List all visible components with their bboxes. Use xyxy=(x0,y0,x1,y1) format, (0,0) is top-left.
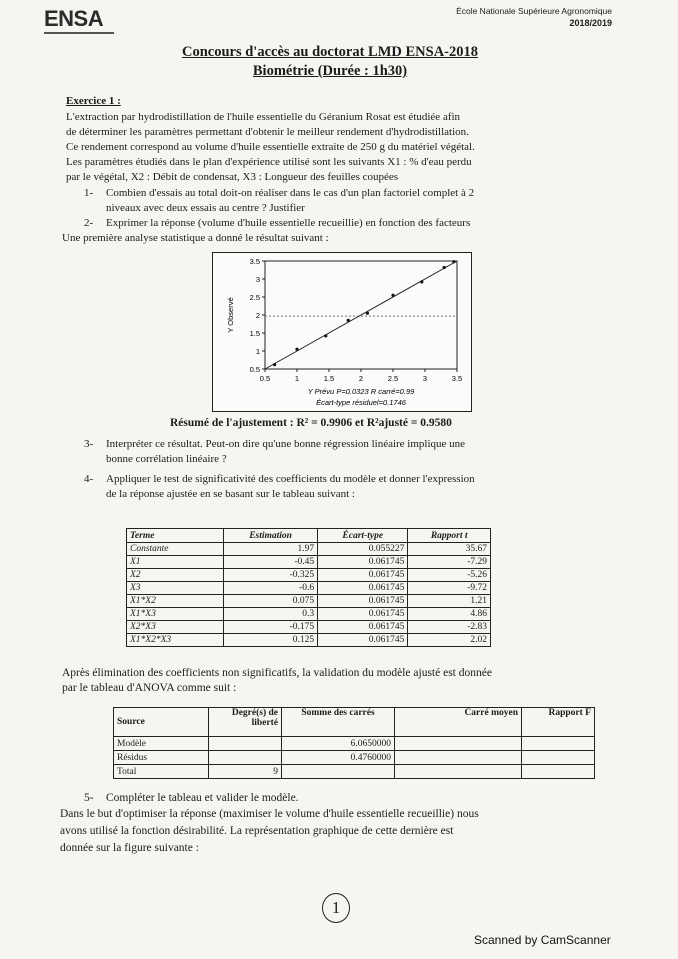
desirability-paragraph xyxy=(60,806,630,857)
school-name: École Nationale Supérieure Agronomique xyxy=(456,6,612,16)
term-cell: X1*X3 xyxy=(127,608,224,621)
y-tick-label: 1 xyxy=(255,347,260,356)
question-5 xyxy=(84,791,624,806)
estimate-cell: 0.125 xyxy=(224,634,318,647)
question-2 xyxy=(84,216,614,231)
page-number: 1 xyxy=(322,893,350,923)
question-3 xyxy=(84,437,624,467)
question-number: 1- xyxy=(84,187,94,199)
t-ratio-cell: 1.21 xyxy=(408,595,491,608)
t-ratio-cell: -5.26 xyxy=(408,569,491,582)
column-header: Carré moyen xyxy=(395,708,522,737)
std-error-cell: 0.061745 xyxy=(318,569,408,582)
std-error-cell: 0.055227 xyxy=(318,543,408,556)
mean-square-cell xyxy=(395,765,522,779)
f-ratio-cell xyxy=(522,737,595,751)
intro-line: L'extraction par hydrodistillation de l'huile essentielle du Géranium Rosat est étudiée afin xyxy=(66,111,461,123)
term-cell: X3 xyxy=(127,582,224,595)
question-text: niveaux avec deux essais au centre ? Justifier xyxy=(106,202,305,214)
data-point xyxy=(366,312,369,315)
table-row xyxy=(127,543,491,556)
sum-squares-cell xyxy=(282,765,395,779)
estimate-cell: 1.97 xyxy=(224,543,318,556)
anova-intro-line: par le tableau d'ANOVA comme suit : xyxy=(62,682,237,694)
y-tick-label: 2 xyxy=(255,311,260,320)
data-point xyxy=(324,334,327,337)
sum-squares-cell: 0.4760000 xyxy=(282,751,395,765)
source-cell: Modèle xyxy=(114,737,209,751)
estimate-cell: -0.45 xyxy=(224,556,318,569)
t-ratio-cell: 2.02 xyxy=(408,634,491,647)
estimate-cell: -0.325 xyxy=(224,569,318,582)
t-ratio-cell: 4.86 xyxy=(408,608,491,621)
intro-line: par le végétal, X2 : Débit de condensat, X3 : Longueur des feuilles coupées xyxy=(66,171,399,183)
f-ratio-cell xyxy=(522,751,595,765)
table-row xyxy=(114,765,595,779)
data-point xyxy=(420,280,423,283)
ensa-logo: ENSA xyxy=(44,6,104,31)
academic-year: 2018/2019 xyxy=(569,18,612,28)
question-text: Exprimer la réponse (volume d'huile essentielle recueillie) en fonction des facteurs xyxy=(106,217,471,229)
df-cell xyxy=(209,737,282,751)
term-cell: X1 xyxy=(127,556,224,569)
source-cell: Résidus xyxy=(114,751,209,765)
t-ratio-cell: -2.83 xyxy=(408,621,491,634)
y-tick-label: 2.5 xyxy=(249,293,260,302)
paragraph-line: Dans le but d'optimiser la réponse (maximiser le volume d'huile essentielle recueillie) nous xyxy=(60,808,479,820)
paragraph-line: donnée sur la figure suivante : xyxy=(60,842,199,854)
column-header: Somme des carrés xyxy=(282,708,395,737)
table-row xyxy=(127,595,491,608)
std-error-cell: 0.061745 xyxy=(318,556,408,569)
mean-square-cell xyxy=(395,737,522,751)
estimate-cell: 0.075 xyxy=(224,595,318,608)
data-point xyxy=(443,266,446,269)
estimate-cell: -0.175 xyxy=(224,621,318,634)
std-error-cell: 0.061745 xyxy=(318,595,408,608)
actual-vs-predicted-plot xyxy=(213,253,471,411)
question-4 xyxy=(84,472,629,502)
data-point xyxy=(295,348,298,351)
table-row xyxy=(127,621,491,634)
table-row xyxy=(127,608,491,621)
anova-intro xyxy=(62,666,622,696)
intro-line: de déterminer les paramètres permettant d'obtenir le meilleur rendement d'hydrodistillation. xyxy=(66,126,469,138)
question-number: 4- xyxy=(84,473,94,485)
exam-subtitle: Biométrie (Durée : 1h30) xyxy=(252,63,408,79)
question-text: bonne corrélation linéaire ? xyxy=(106,453,227,465)
x-tick-label: 3 xyxy=(422,374,428,383)
exam-title: Concours d'accès au doctorat LMD ENSA-2018 xyxy=(181,44,479,60)
scanner-watermark: Scanned by CamScanner xyxy=(474,933,611,947)
x-axis-label: Y Prévu P=0.0323 R carré=0.99 xyxy=(307,387,415,396)
y-tick-label: 3 xyxy=(255,275,260,284)
data-point xyxy=(273,363,276,366)
term-cell: X1*X2 xyxy=(127,595,224,608)
column-header: Terme xyxy=(127,529,224,543)
question-text: Combien d'essais au total doit-on réaliser dans le cas d'un plan factoriel complet à 2 xyxy=(106,187,475,199)
mean-square-cell xyxy=(395,751,522,765)
term-cell: X2 xyxy=(127,569,224,582)
y-tick-label: 1.5 xyxy=(249,329,260,338)
logo-underline xyxy=(44,32,114,34)
question-text: Interpréter ce résultat. Peut-on dire qu'une bonne régression linéaire implique une xyxy=(106,438,466,450)
y-tick-label: 0.5 xyxy=(249,365,260,374)
term-cell: X2*X3 xyxy=(127,621,224,634)
estimate-cell: 0.3 xyxy=(224,608,318,621)
column-header: Rapport F xyxy=(522,708,595,737)
term-cell: Constante xyxy=(127,543,224,556)
table-header-row xyxy=(127,529,491,543)
table-row xyxy=(114,751,595,765)
column-header: Degré(s) de liberté xyxy=(209,708,282,737)
question-text: Appliquer le test de significativité des coefficients du modèle et donner l'expression xyxy=(106,473,475,485)
intro-line: Les paramètres étudiés dans le plan d'expérience utilisé sont les suivants X1 : % d'eau perdu xyxy=(66,156,472,168)
question-text: de la réponse ajustée en se basant sur le tableau suivant : xyxy=(106,488,355,500)
f-ratio-cell xyxy=(522,765,595,779)
exercise-intro xyxy=(66,110,606,185)
std-error-cell: 0.061745 xyxy=(318,608,408,621)
x-tick-label: 3.5 xyxy=(451,374,463,383)
anova-intro-line: Après élimination des coefficients non significatifs, la validation du modèle ajusté est donnée xyxy=(62,667,492,679)
paragraph-line: avons utilisé la fonction désirabilité. La représentation graphique de cette dernière est xyxy=(60,825,454,837)
df-cell xyxy=(209,751,282,765)
data-point xyxy=(452,260,455,263)
question-number: 2- xyxy=(84,217,94,229)
table-row xyxy=(114,737,595,751)
question-number: 3- xyxy=(84,438,94,450)
table-row xyxy=(127,569,491,582)
data-point xyxy=(347,319,350,322)
fit-summary: Résumé de l'ajustement : R² = 0.9906 et R²ajusté = 0.9580 xyxy=(170,417,452,429)
x-tick-label: 2 xyxy=(358,374,364,383)
fit-line xyxy=(265,261,457,369)
t-ratio-cell: 35.67 xyxy=(408,543,491,556)
table-row xyxy=(127,556,491,569)
std-error-cell: 0.061745 xyxy=(318,621,408,634)
exercise-heading: Exercice 1 : xyxy=(66,95,121,107)
x-tick-label: 2.5 xyxy=(387,374,399,383)
coefficients-table xyxy=(126,528,491,647)
y-axis-label: Y Observé xyxy=(226,297,235,333)
analysis-intro: Une première analyse statistique a donné le résultat suivant : xyxy=(62,232,329,244)
t-ratio-cell: -7.29 xyxy=(408,556,491,569)
column-header: Rapport t xyxy=(408,529,491,543)
term-cell: X1*X2*X3 xyxy=(127,634,224,647)
std-error-cell: 0.061745 xyxy=(318,582,408,595)
question-number: 5- xyxy=(84,792,94,804)
x-tick-label: 1 xyxy=(294,374,300,383)
y-tick-label: 3.5 xyxy=(249,257,260,266)
t-ratio-cell: -9.72 xyxy=(408,582,491,595)
x-tick-label: 0.5 xyxy=(259,374,271,383)
x-tick-label: 1.5 xyxy=(323,374,335,383)
intro-line: Ce rendement correspond au volume d'huile essentielle extraite de 250 g du matériel végétal. xyxy=(66,141,475,153)
column-header: Source xyxy=(114,708,209,737)
fit-plot-frame xyxy=(212,252,472,412)
df-cell: 9 xyxy=(209,765,282,779)
residual-sd-caption: Écart-type résiduel=0.1746 xyxy=(316,398,406,407)
source-cell: Total xyxy=(114,765,209,779)
data-point xyxy=(391,294,394,297)
std-error-cell: 0.061745 xyxy=(318,634,408,647)
question-1 xyxy=(84,186,614,216)
sum-squares-cell: 6.0650000 xyxy=(282,737,395,751)
table-row xyxy=(127,634,491,647)
table-header-row xyxy=(114,708,595,737)
anova-table xyxy=(113,707,595,779)
column-header: Estimation xyxy=(224,529,318,543)
column-header: Écart-type xyxy=(318,529,408,543)
question-text: Compléter le tableau et valider le modèle. xyxy=(106,792,299,804)
table-row xyxy=(127,582,491,595)
estimate-cell: -0.6 xyxy=(224,582,318,595)
